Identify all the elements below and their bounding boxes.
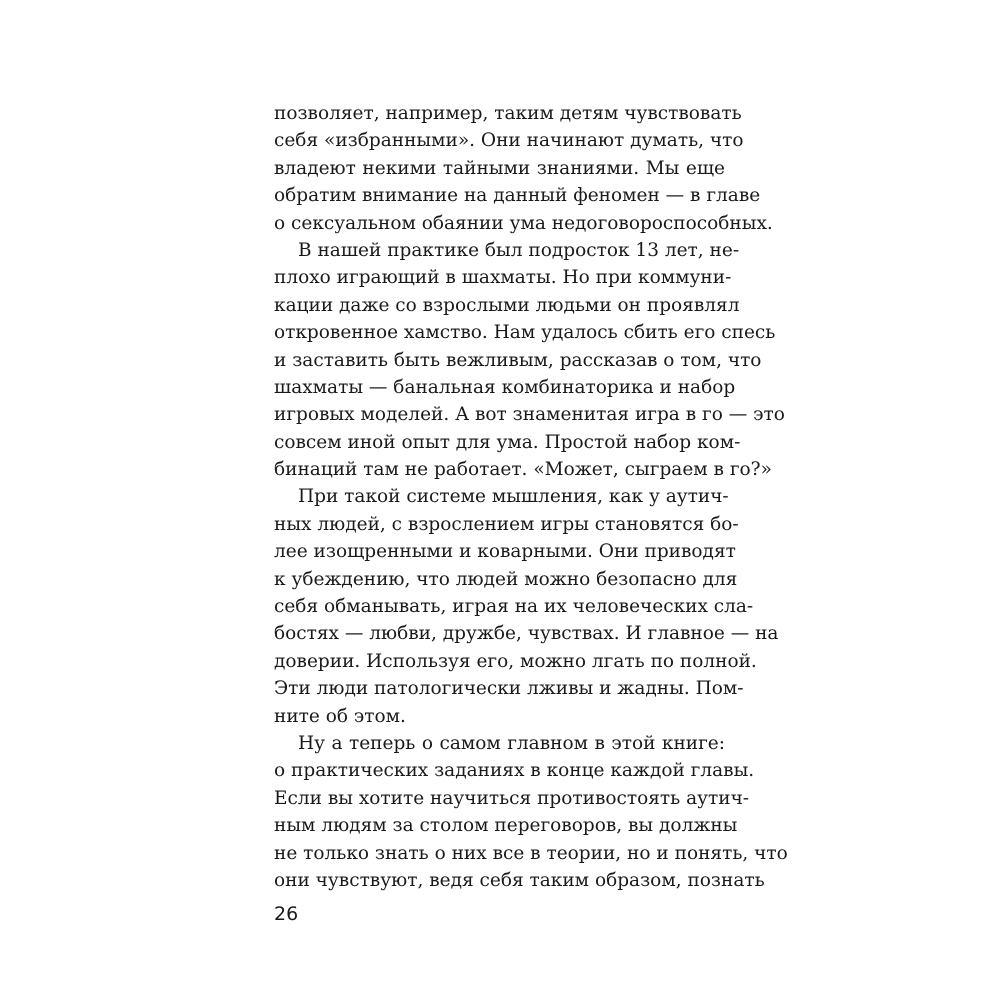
text-line: бинаций там не работает. «Может, сыграем в го?»	[274, 459, 772, 481]
text-line: ните об этом.	[274, 705, 406, 727]
text-line: ных людей, с взрослением игры становятся бо-	[274, 513, 739, 535]
text-line: плохо играющий в шахматы. Но при коммуни-	[274, 267, 732, 289]
page-number: 26	[274, 903, 299, 925]
text-line: позволяет, например, таким детям чувствовать	[274, 103, 742, 124]
text-line: о практических заданиях в конце каждой главы.	[274, 760, 755, 782]
paragraph-first-line: В нашей практике был подросток 13 лет, не-	[298, 239, 740, 261]
body-text	[274, 100, 788, 894]
text-line: и заставить быть вежливым, рассказав о том, что	[274, 349, 762, 371]
text-line: доверии. Используя его, можно лгать по полной.	[274, 650, 757, 672]
text-line: не только знать о них все в теории, но и понять, что	[274, 842, 788, 864]
text-line: обратим внимание на данный феномен — в главе	[274, 185, 761, 207]
text-line: они чувствуют, ведя себя таким образом, познать	[274, 869, 765, 891]
text-line: совсем иной опыт для ума. Простой набор ком-	[274, 431, 741, 453]
paragraph-first-line: При такой системе мышления, как у аутич-	[298, 486, 729, 508]
text-line: лее изощренными и коварными. Они приводят	[274, 541, 736, 563]
paragraph-first-line: Ну а теперь о самом главном в этой книге:	[298, 732, 725, 754]
text-line: откровенное хамство. Нам удалось сбить его спесь	[274, 322, 776, 344]
text-line: кации даже со взрослыми людьми он проявлял	[274, 294, 740, 316]
text-line: шахматы — банальная комбинаторика и набор	[274, 376, 736, 398]
text-line: о сексуальном обаянии ума недоговороспособных.	[274, 212, 773, 234]
text-line: ным людям за столом переговоров, вы должны	[274, 815, 738, 837]
text-line: к убеждению, что людей можно безопасно для	[274, 568, 738, 590]
text-line: себя «избранными». Они начинают думать, что	[274, 130, 744, 152]
text-line: владеют некими тайными знаниями. Мы еще	[274, 157, 725, 179]
text-line: Если вы хотите научиться противостоять аутич-	[274, 787, 750, 809]
text-line: игровых моделей. А вот знаменитая игра в го — это	[274, 404, 785, 426]
text-line: бостях — любви, дружбе, чувствах. И главное — на	[274, 623, 779, 645]
text-line: себя обманывать, играя на их человеческих сла-	[274, 596, 754, 618]
text-line: Эти люди патологически лживы и жадны. Пом-	[274, 678, 744, 700]
